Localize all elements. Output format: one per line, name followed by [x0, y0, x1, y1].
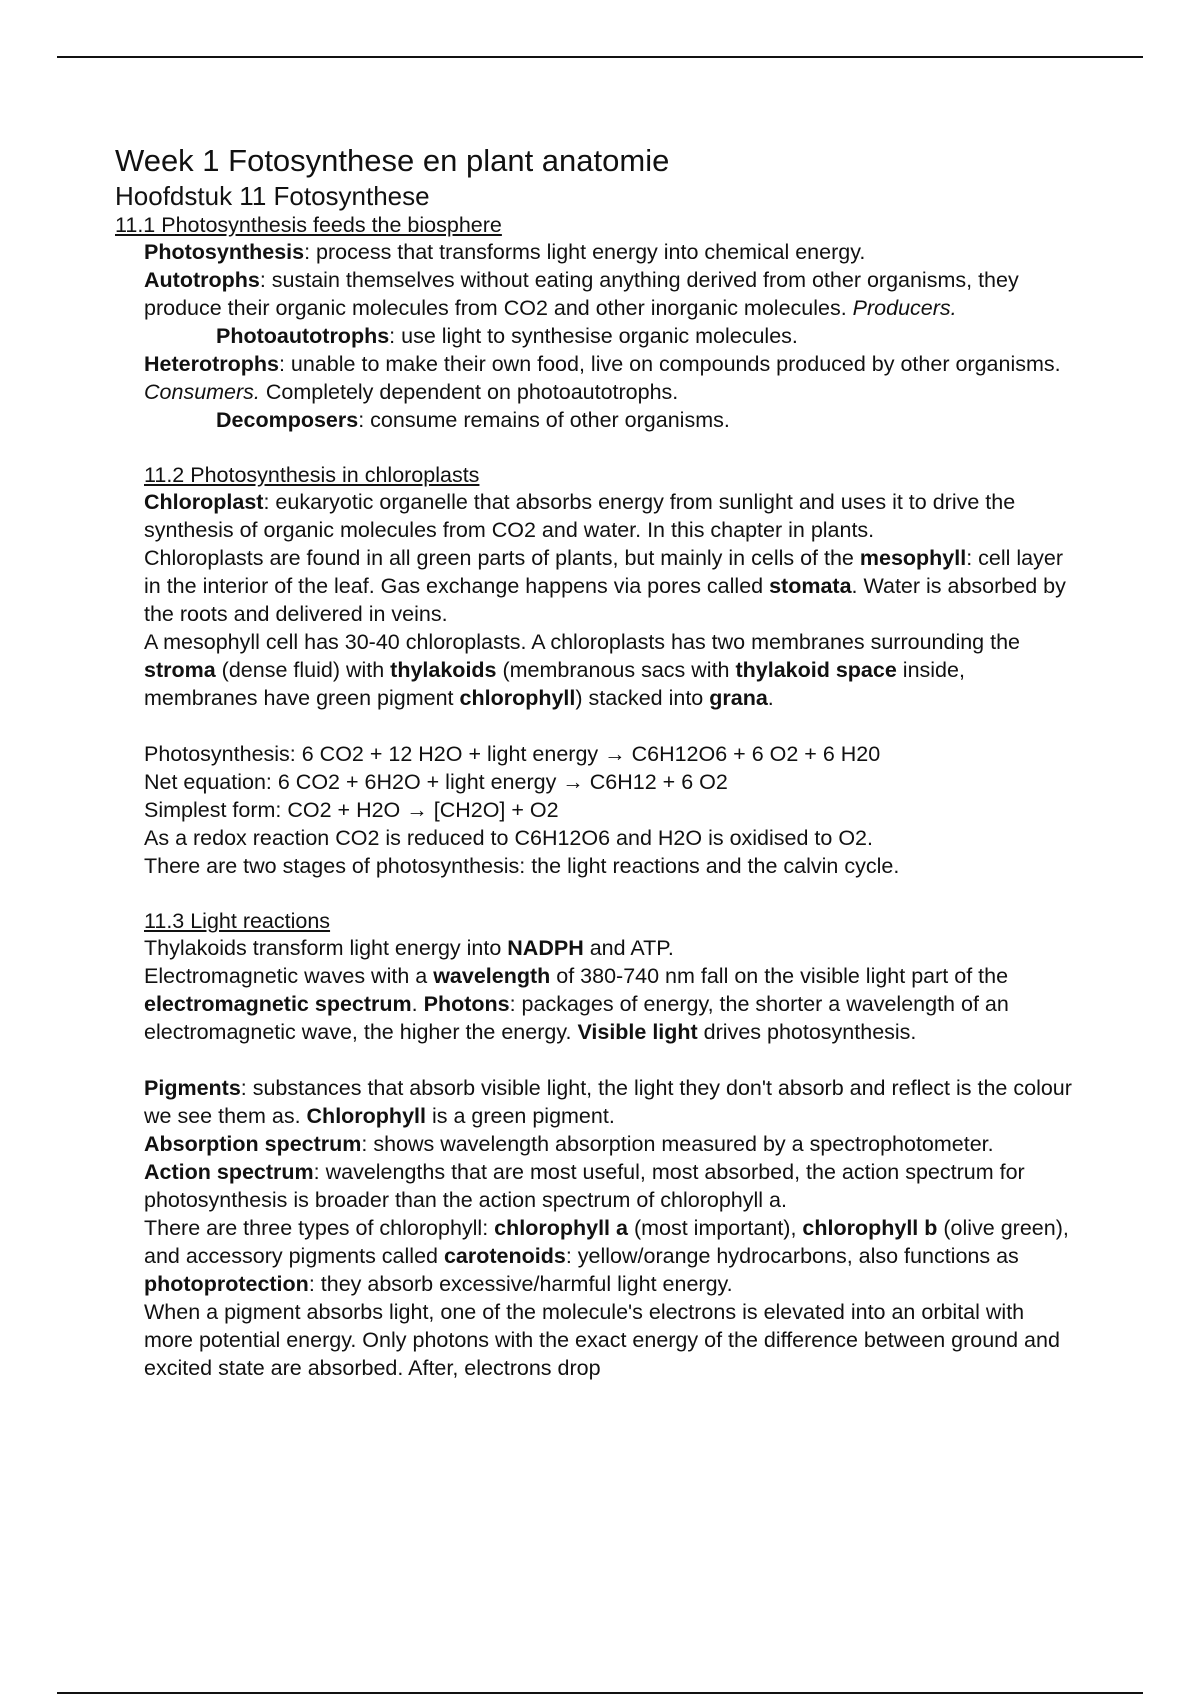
- term-electromagnetic-spectrum: electromagnetic spectrum: [144, 992, 412, 1016]
- term-photons: Photons: [423, 992, 510, 1016]
- definition-text: : consume remains of other organisms.: [358, 408, 730, 432]
- paragraph-autotrophs: [144, 266, 1075, 322]
- definition-text: Completely dependent on photoautotrophs.: [259, 380, 679, 404]
- paragraph-thylakoids: [144, 934, 1075, 962]
- equation-net: Net equation: 6 CO2 + 6H2O + light energy → C6H12 + 6 O2: [144, 770, 728, 794]
- term-decomposers: Decomposers: [216, 408, 359, 432]
- equation-simplest: Simplest form: CO2 + H2O → [CH2O] + O2: [144, 798, 559, 822]
- text-run: Electromagnetic waves with a: [144, 964, 434, 988]
- text-run: There are three types of chlorophyll:: [144, 1216, 495, 1240]
- term-photoautotrophs: Photoautotrophs: [216, 324, 390, 348]
- text-run: (most important),: [627, 1216, 803, 1240]
- term-action-spectrum: Action spectrum: [144, 1160, 314, 1184]
- text-run: Chloroplasts are found in all green parts of plants, but mainly in cells of the: [144, 546, 860, 570]
- text-run: : wavelengths that are most useful, most absorbed, the action spectrum for photosynthesis is broader than the action spectrum of chlorophyll a.: [144, 1160, 1025, 1212]
- term-wavelength: wavelength: [433, 964, 551, 988]
- spacer: [144, 1046, 1075, 1074]
- term-thylakoid-space: thylakoid space: [735, 658, 897, 682]
- text-run: inside, membranes have green pigment: [144, 658, 965, 710]
- definition-text: : unable to make their own food, live on compounds produced by other organisms.: [278, 352, 1061, 376]
- paragraph-chloroplast: [144, 488, 1075, 544]
- term-stomata: stomata: [769, 574, 852, 598]
- paragraph-chloroplast-structure: [144, 628, 1075, 712]
- paragraph-decomposers: [144, 406, 1075, 434]
- text-run: Thylakoids transform light energy into: [144, 936, 508, 960]
- text-run: .: [767, 686, 774, 710]
- text-run: : substances that absorb visible light, the light they don't absorb and reflect is the colour we see them as.: [144, 1076, 1072, 1128]
- document-body: [115, 142, 1075, 1382]
- term-chlorophyll-b: chlorophyll b: [802, 1216, 938, 1240]
- paragraph-electrons: When a pigment absorbs light, one of the molecule's electrons is elevated into an orbital with more potential energy. Only photons with the exact energy of the difference between ground and excited state are absorbed. After, electrons drop: [144, 1300, 1060, 1380]
- paragraph-stages: There are two stages of photosynthesis: the light reactions and the calvin cycle.: [144, 854, 900, 878]
- paragraph-electromagnetic: [144, 962, 1075, 1046]
- term-chlorophyll-a: chlorophyll a: [494, 1216, 628, 1240]
- term-pigments: Pigments: [144, 1076, 241, 1100]
- term-carotenoids: carotenoids: [443, 1244, 566, 1268]
- alias-producers: Producers.: [852, 296, 957, 320]
- section-11-1: [115, 238, 1075, 1382]
- paragraph-pigments: [144, 1074, 1075, 1130]
- definition-text: : eukaryotic organelle that absorbs energy from sunlight and uses it to drive the synthesis of organic molecules from CO2 and water. In this chapter in plants.: [144, 490, 1016, 542]
- term-chloroplast: Chloroplast: [144, 490, 264, 514]
- term-photoprotection: photoprotection: [144, 1272, 309, 1296]
- document-title: Week 1 Fotosynthese en plant anatomie: [115, 143, 670, 178]
- paragraph-photoautotrophs: [144, 322, 1075, 350]
- paragraph-mesophyll: [144, 544, 1075, 628]
- term-mesophyll: mesophyll: [859, 546, 967, 570]
- paragraph-chlorophyll-types: [144, 1214, 1075, 1298]
- paragraph-photosynthesis: [144, 238, 1075, 266]
- term-stroma: stroma: [144, 658, 216, 682]
- term-photosynthesis: Photosynthesis: [144, 240, 305, 264]
- term-nadph: NADPH: [507, 936, 584, 960]
- paragraph-action-spectrum: [144, 1158, 1075, 1214]
- term-heterotrophs: Heterotrophs: [144, 352, 279, 376]
- text-run: : they absorb excessive/harmful light energy.: [308, 1272, 733, 1296]
- text-run: of 380-740 nm fall on the visible light part of the: [550, 964, 1009, 988]
- alias-consumers: Consumers.: [144, 380, 260, 404]
- text-run: drives photosynthesis.: [697, 1020, 917, 1044]
- header-rule: [57, 56, 1143, 58]
- equation-photosynthesis: Photosynthesis: 6 CO2 + 12 H2O + light energy → C6H12O6 + 6 O2 + 6 H20: [144, 742, 881, 766]
- definition-text: : use light to synthesise organic molecules.: [389, 324, 798, 348]
- definition-text: : process that transforms light energy into chemical energy.: [304, 240, 866, 264]
- text-run: (olive green), and accessory pigments called: [144, 1216, 1069, 1268]
- spacer: [144, 712, 1075, 740]
- term-chlorophyll: chlorophyll: [459, 686, 576, 710]
- text-run: .: [411, 992, 424, 1016]
- footer-rule: [57, 1692, 1143, 1694]
- text-run: is a green pigment.: [425, 1104, 615, 1128]
- text-run: : shows wavelength absorption measured by a spectrophotometer.: [361, 1132, 994, 1156]
- section-heading-11-2: 11.2 Photosynthesis in chloroplasts: [144, 463, 480, 487]
- text-run: (membranous sacs with: [496, 658, 736, 682]
- chapter-title: Hoofdstuk 11 Fotosynthese: [115, 181, 430, 211]
- spacer: [144, 880, 1075, 908]
- text-run: A mesophyll cell has 30-40 chloroplasts. A chloroplasts has two membranes surrounding the: [144, 630, 1020, 654]
- text-run: : yellow/orange hydrocarbons, also functions as: [565, 1244, 1019, 1268]
- text-run: ) stacked into: [575, 686, 710, 710]
- paragraph-absorption-spectrum: [144, 1130, 1075, 1158]
- text-run: and ATP.: [583, 936, 674, 960]
- term-thylakoids: thylakoids: [390, 658, 497, 682]
- text-run: : cell layer in the interior of the leaf. Gas exchange happens via pores called: [144, 546, 1064, 598]
- paragraph-heterotrophs: [144, 350, 1075, 406]
- term-grana: grana: [709, 686, 768, 710]
- term-chlorophyll-pigment: Chlorophyll: [306, 1104, 426, 1128]
- term-visible-light: Visible light: [577, 1020, 698, 1044]
- section-heading-11-1: 11.1 Photosynthesis feeds the biosphere: [115, 213, 502, 237]
- term-absorption-spectrum: Absorption spectrum: [144, 1132, 362, 1156]
- definition-text: : sustain themselves without eating anything derived from other organisms, they produce their organic molecules from CO2 and other inorganic molecules.: [144, 268, 1019, 320]
- text-run: : packages of energy, the shorter a wavelength of an electromagnetic wave, the higher the energy.: [144, 992, 1009, 1044]
- section-heading-11-3: 11.3 Light reactions: [144, 909, 331, 933]
- paragraph-redox: As a redox reaction CO2 is reduced to C6H12O6 and H2O is oxidised to O2.: [144, 826, 873, 850]
- spacer: [144, 434, 1075, 462]
- term-autotrophs: Autotrophs: [144, 268, 260, 292]
- text-run: (dense fluid) with: [215, 658, 391, 682]
- text-run: . Water is absorbed by the roots and delivered in veins.: [144, 574, 1066, 626]
